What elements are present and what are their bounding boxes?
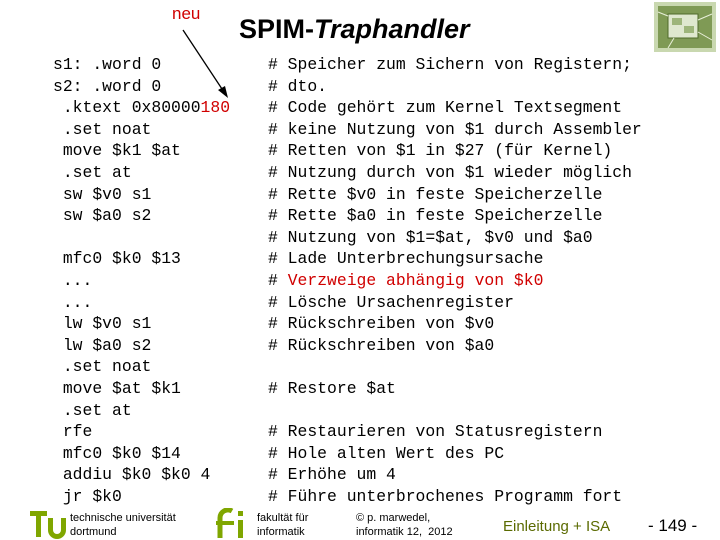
code-comment: # Rückschreiben von $v0: [268, 314, 495, 334]
tu-logo-icon: [30, 508, 70, 540]
code-comment: # Lade Unterbrechungsursache: [268, 249, 544, 269]
code-comment: # Hole alten Wert des PC: [268, 443, 505, 463]
code-instruction: .set at: [53, 163, 132, 182]
code-comment: # Code gehört zum Kernel Textsegment: [268, 98, 623, 118]
code-instruction: mfc0 $k0 $13: [53, 249, 181, 269]
university-line2: dortmund: [70, 526, 117, 538]
faculty-line2: informatik: [257, 526, 305, 538]
code-instruction: move $at $k1: [53, 379, 181, 398]
code-instruction: lw $v0 s1: [53, 314, 152, 334]
faculty-line1: fakultät für: [257, 512, 309, 524]
course-title: Einleitung + ISA: [503, 518, 611, 535]
new-badge: neu: [172, 4, 201, 23]
code-comment: # Restore $at: [268, 379, 396, 398]
author-line1: © p. marwedel,: [356, 512, 431, 524]
code-instruction: sw $a0 s2: [53, 206, 152, 226]
code-comment: # Führe unterbrochenes Programm fort: [268, 487, 623, 506]
code-comment: # Verzweige abhängig von $k0: [268, 271, 544, 290]
code-comment: # Restaurieren von Statusregistern: [268, 422, 603, 442]
code-instruction: move $k1 $at: [53, 141, 181, 161]
circuit-board-icon: [654, 2, 716, 52]
code-comment: # Rette $a0 in feste Speicherzelle: [268, 206, 603, 226]
code-comment: # Erhöhe um 4: [268, 465, 396, 485]
code-instruction: mfc0 $k0 $14: [53, 443, 181, 463]
university-line1: technische universität: [70, 512, 176, 524]
code-comment: # Retten von $1 in $27 (für Kernel): [268, 141, 613, 161]
code-comment: # dto.: [268, 76, 328, 96]
code-instruction: s2: .word 0: [53, 76, 162, 96]
code-comment: # Nutzung durch von $1 wieder möglich: [268, 163, 632, 182]
code-instruction: ...: [53, 292, 93, 312]
title-italic: Traphandler: [314, 14, 470, 44]
code-instruction: lw $a0 s2: [53, 335, 152, 355]
code-instruction: rfe: [53, 422, 93, 442]
page-number: - 149 -: [648, 516, 698, 535]
code-comment: # keine Nutzung von $1 durch Assembler: [268, 119, 642, 139]
code-comment: # Nutzung von $1=$at, $v0 und $a0: [268, 227, 593, 247]
fi-logo-icon: [216, 508, 252, 540]
code-instruction: ...: [53, 271, 93, 290]
author-line2: informatik 12, 2012: [356, 526, 453, 538]
code-instruction: addiu $k0 $k0 4: [53, 465, 211, 485]
title-prefix: SPIM-: [239, 14, 315, 44]
code-instruction: .ktext 0x80000180: [53, 98, 231, 118]
code-instruction: jr $k0: [53, 487, 122, 506]
code-instruction: sw $v0 s1: [53, 184, 152, 204]
code-comment: # Rückschreiben von $a0: [268, 335, 495, 355]
code-instruction: .set noat: [53, 357, 152, 377]
code-comment: # Rette $v0 in feste Speicherzelle: [268, 184, 603, 204]
code-instruction: s1: .word 0: [53, 55, 162, 74]
code-comment: # Lösche Ursachenregister: [268, 292, 514, 312]
code-instruction: .set at: [53, 400, 132, 420]
code-instruction: .set noat: [53, 119, 152, 139]
code-comment: # Speicher zum Sichern von Registern;: [268, 55, 632, 74]
